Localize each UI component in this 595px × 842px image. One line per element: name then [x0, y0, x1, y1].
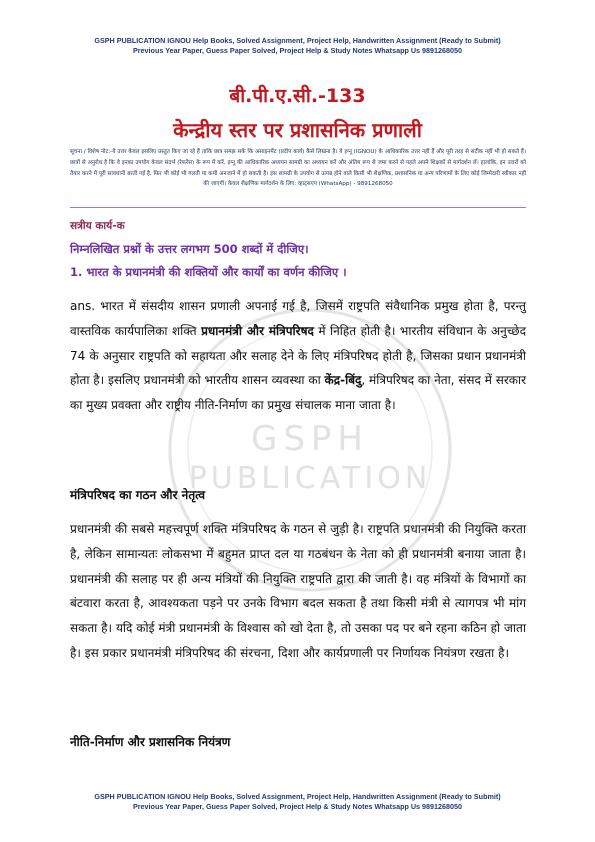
- page-header: [0, 36, 595, 56]
- course-code: बी.पी.ए.सी.-133: [229, 85, 366, 107]
- answer-paragraph-1: [70, 294, 526, 418]
- answer-text: ans. भारत में संसदीय शासन प्रणाली अपनाई गई है, जिसमें राष्ट्रपति संवैधानिक प्रमुख होता है, परन्तु वास्तविक कार्यपालिका शक्ति: [70, 299, 526, 338]
- footer-line-1: GSPH PUBLICATION IGNOU Help Books, Solved Assignment, Project Help, Handwritten Assignment (Ready to Submit): [94, 792, 501, 801]
- disclaimer-note: सूचना / विशेष नोट:-ये उत्तर केवल इसलिए प्रस्तुत किए जा रहे हैं ताकि छात्र समझ सकें कि असाइनमेंट (प्रदीप कार्य) कैसे लिखना है। ये इग्नू (IGNOU) के आधिकारिक उत्तर नहीं हैं और पूरी तरह से सटीक नहीं भी हो सकते हैं। छात्रों से अनुरोध है कि वे इनका उपयोग केवल संदर्भ (रेफरेंस) के रूप में करें, इग्नू की आधिकारिक अध्ययन सामग्री का अध्ययन करें और अंतिम रूप से जमा करने से पहले अपने शिक्षकों से मार्गदर्शन लें। हालांकि, इन उत्तरों को तैयार करने में पूरी सावधानी बरती गई है, फिर भी कोई भी गलती या कमी अनजाने में हो सकती है। इस सामग्री के उपयोग से उत्पन्न होने वाले किसी भी शैक्षणिक, प्रशासनिक या अन्य परिणामों के लिए कोई जिम्मेदारी स्वीकार नहीं की जाएगी। केवल शैक्षणिक मार्गदर्शन के लिए: व्हाट्सएप (WhatsApp) - 9891268050: [70, 149, 526, 188]
- header-line-2: Previous Year Paper, Guess Paper Solved, Project Help & Study Notes Whatsapp Us 9891268050: [132, 46, 463, 55]
- section-heading-2: नीति-निर्माण और प्रशासनिक नियंत्रण: [70, 735, 231, 749]
- assignment-label: सत्रीय कार्य-क: [70, 220, 125, 232]
- header-line-1: GSPH PUBLICATION IGNOU Help Books, Solved Assignment, Project Help, Handwritten Assignment (Ready to Submit): [94, 36, 501, 45]
- watermark-text-2: PUBLICATION: [188, 461, 432, 496]
- instruction-text: निम्नलिखित प्रश्नों के उत्तर लगभग 500 शब्दों में दीजिए।: [70, 242, 309, 256]
- section-heading-1: मंत्रिपरिषद का गठन और नेतृत्व: [70, 488, 206, 502]
- document-title: केन्द्रीय स्तर पर प्रशासनिक प्रणाली: [173, 118, 422, 142]
- answer-text: , मंत्रिपरिषद का नेता, संसद में सरकार का मुख्य प्रवक्ता और राष्ट्रीय नीति-निर्माण का प्रमुख संचालक माना जाता है।: [70, 373, 526, 413]
- divider-line: [70, 207, 526, 208]
- question-1: 1. भारत के प्रधानमंत्री की शक्तियों और कार्यों का वर्णन कीजिए ।: [70, 265, 347, 279]
- footer-line-2: Previous Year Paper, Guess Paper Solved, Project Help & Study Notes Whatsapp Us 9891268050: [132, 802, 463, 811]
- answer-emphasis: केंद्र-बिंदु: [324, 373, 362, 388]
- answer-emphasis: प्रधानमंत्री और मंत्रिपरिषद: [201, 323, 314, 338]
- answer-paragraph-2: प्रधानमंत्री की सबसे महत्त्वपूर्ण शक्ति मंत्रिपरिषद के गठन से जुड़ी है। राष्ट्रपति प्रधानमंत्री की नियुक्ति करता है, लेकिन सामान्यतः लोकसभा में बहुमत प्राप्त दल या गठबंधन के नेता को ही प्रधानमंत्री बनाया जाता है। प्रधानमंत्री की सलाह पर ही अन्य मंत्रियों की नियुक्ति राष्ट्रपति द्वारा की जाती है। वह मंत्रियों के विभागों का बंटवारा करता है, आवश्यकता पड़ने पर उनके विभाग बदल सकता है तथा किसी मंत्री से त्यागपत्र भी मांग सकता है। यदि कोई मंत्री प्रधानमंत्री के विश्वास को खो देता है, तो उसका पद पर बने रहना कठिन हो जाता है। इस प्रकार प्रधानमंत्री मंत्रिपरिषद की संरचना, दिशा और कार्यप्रणाली पर निर्णायक नियंत्रण रखता है।: [70, 522, 526, 660]
- page-footer: [0, 792, 595, 812]
- watermark-text-1: GSPH: [251, 419, 369, 459]
- answer-text: में निहित होती है। भारतीय संविधान के अनुच्छेद 74 के अनुसार राष्ट्रपति को सहायता और सलाह देने के लिए मंत्रिपरिषद होती है, जिसका प्रधान प्रधानमंत्री होता है। इसलिए प्रधानमंत्री को भारतीय शासन व्यवस्था का: [70, 323, 526, 388]
